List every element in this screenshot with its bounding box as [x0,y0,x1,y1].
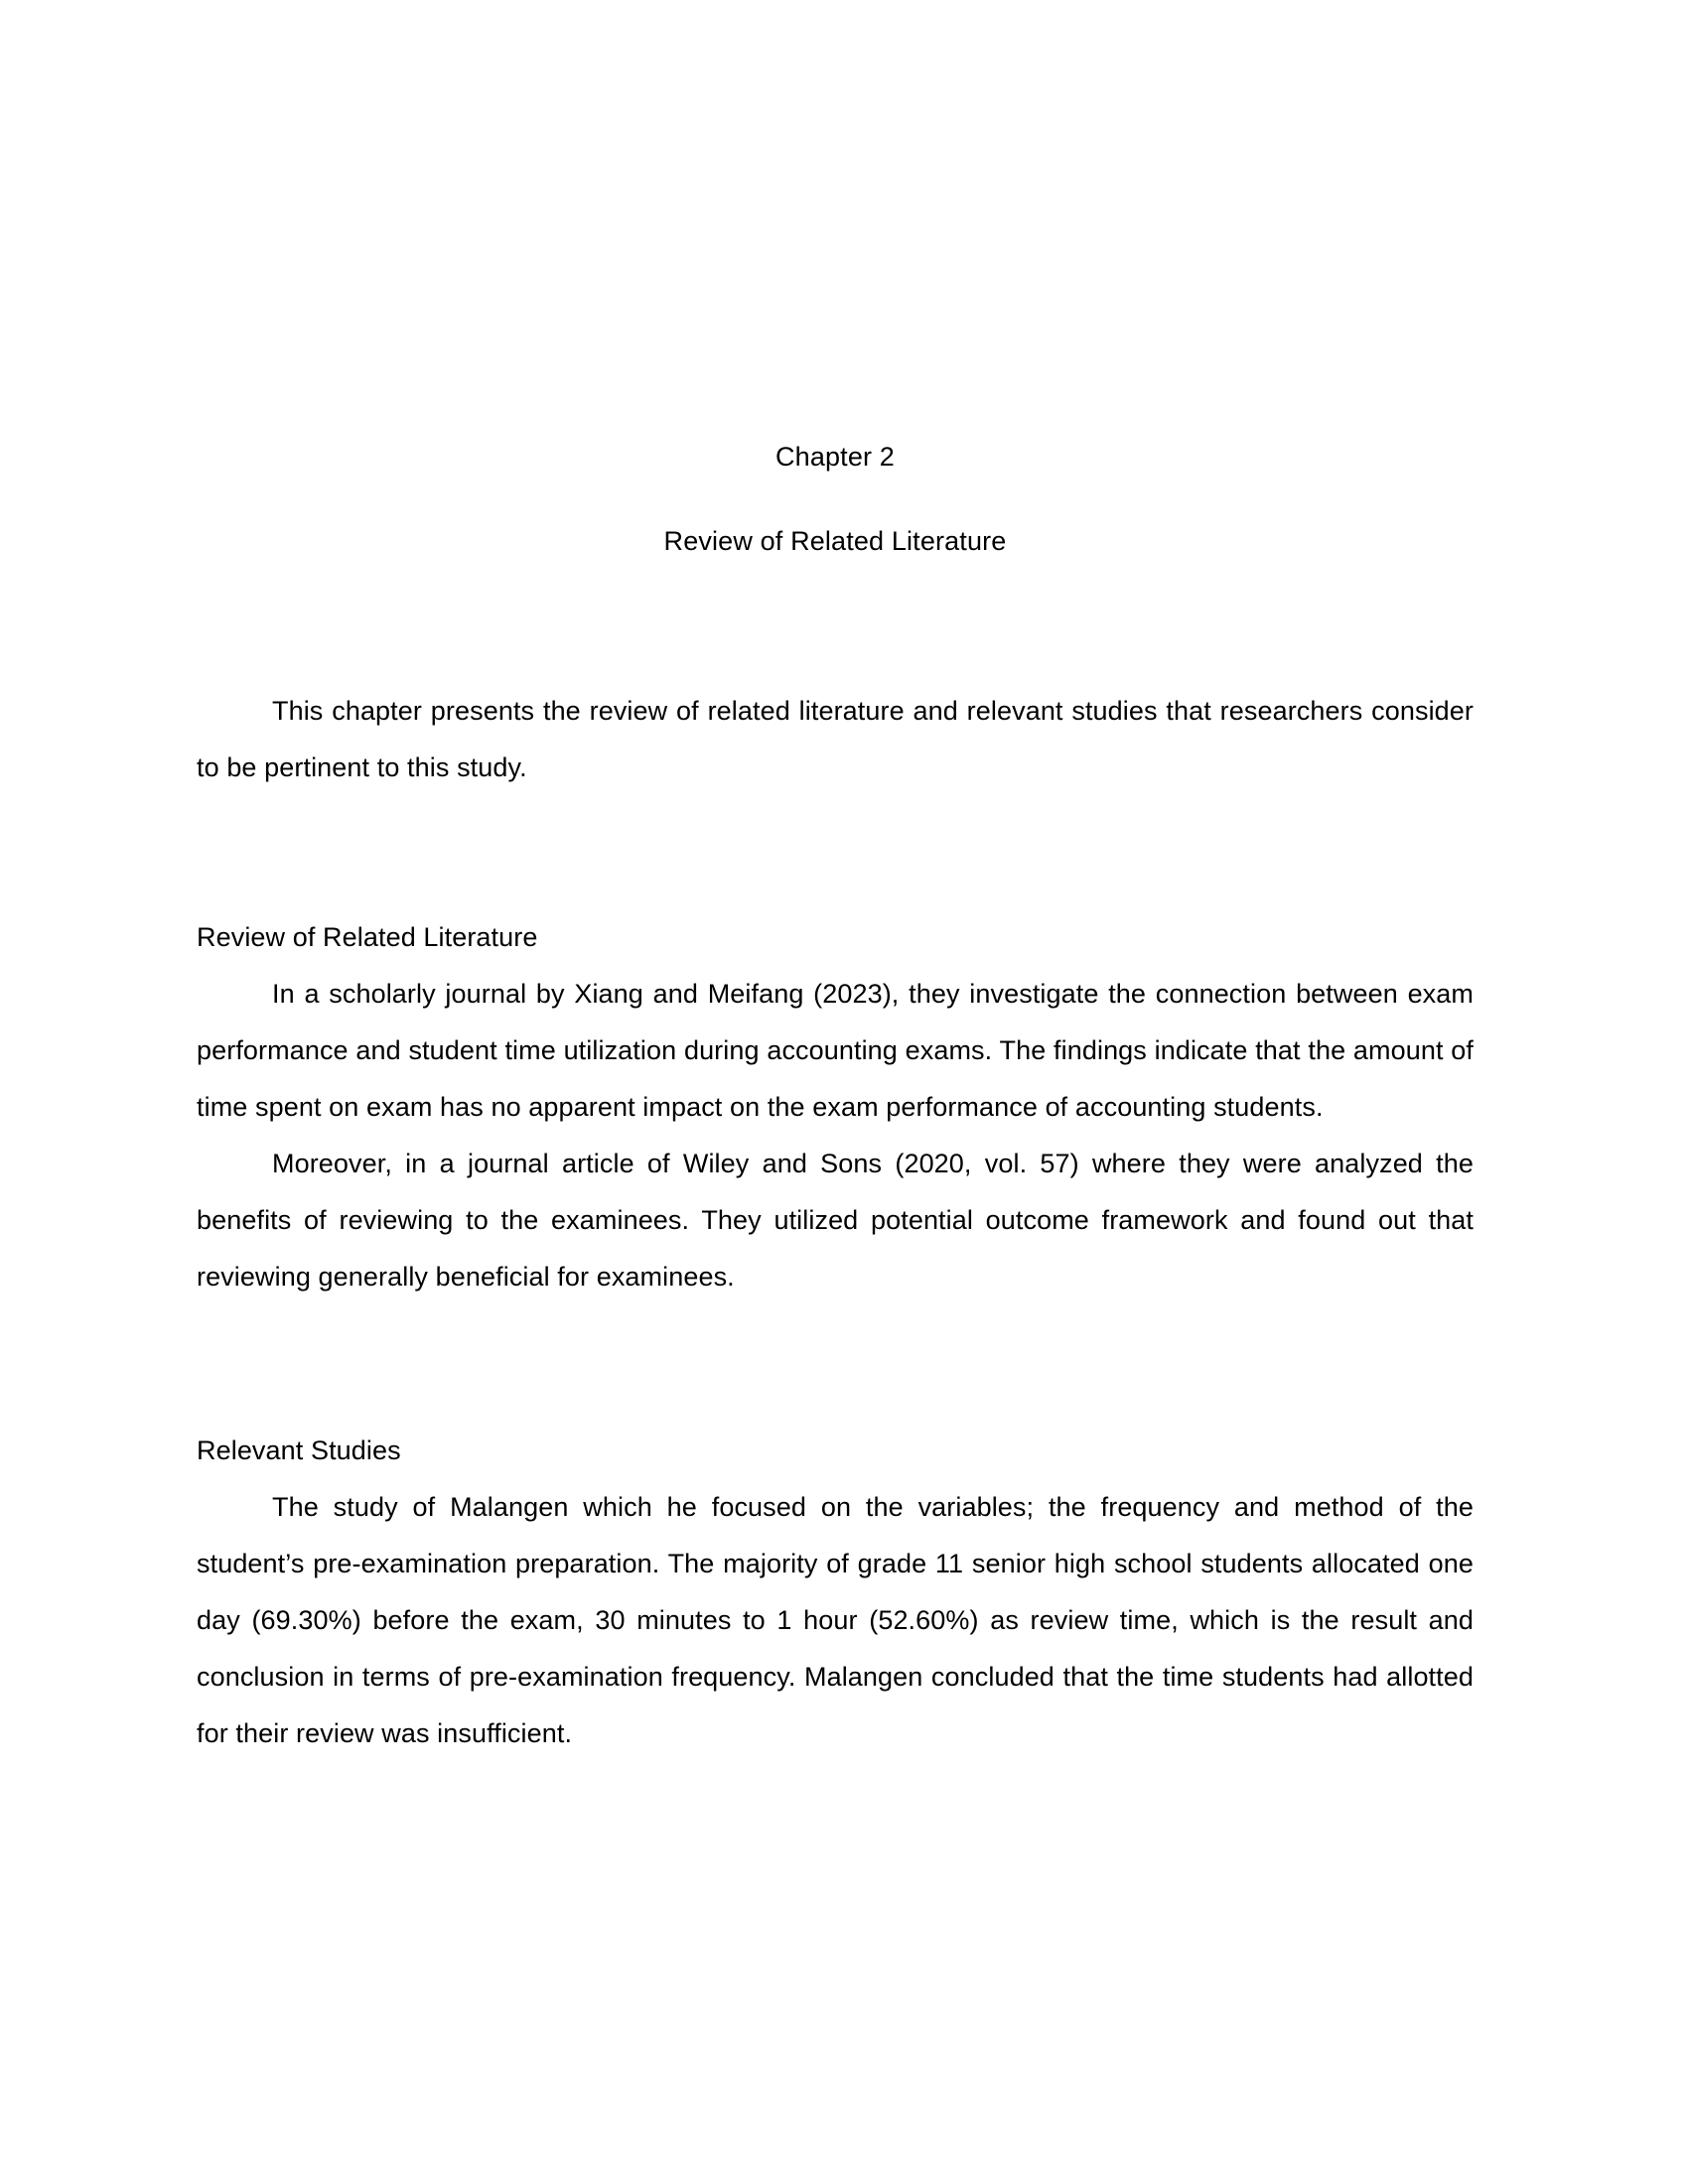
section-heading-review-of-related-literature: Review of Related Literature [197,922,538,952]
spacer-after-title [197,570,1474,683]
intro-paragraph: This chapter presents the review of related literature and relevant studies that researchers consider to be pertinent to this study. [197,696,1474,782]
title-block [197,429,1474,570]
spacer-before-section-2 [197,1305,1474,1423]
page-content [197,0,1474,1762]
section-2-paragraph-1: The study of Malangen which he focused on the variables; the frequency and method of the student’s pre-examination preparation. The majority of grade 11 senior high school students allocated one day (69.30%) before the exam, 30 minutes to 1 hour (52.60%) as review time, which is the result and conclusion in terms of pre-examination frequency. Malangen concluded that the time students had allotted for their review was insufficient. [197,1492,1474,1748]
spacer-before-section-1 [197,796,1474,909]
chapter-label: Chapter 2 [775,442,895,472]
chapter-title: Review of Related Literature [663,526,1007,556]
section-1-paragraph-2: Moreover, in a journal article of Wiley and Sons (2020, vol. 57) where they were analyzed the benefits of reviewing to the examinees. They utilized potential outcome framework and found out that reviewing generally beneficial for examinees. [197,1149,1474,1292]
section-1-paragraph-1: In a scholarly journal by Xiang and Meifang (2023), they investigate the connection between exam performance and student time utilization during accounting exams. The findings indicate that the amount of time spent on exam has no apparent impact on the exam performance of accounting students. [197,979,1474,1122]
section-heading-relevant-studies: Relevant Studies [197,1435,401,1465]
